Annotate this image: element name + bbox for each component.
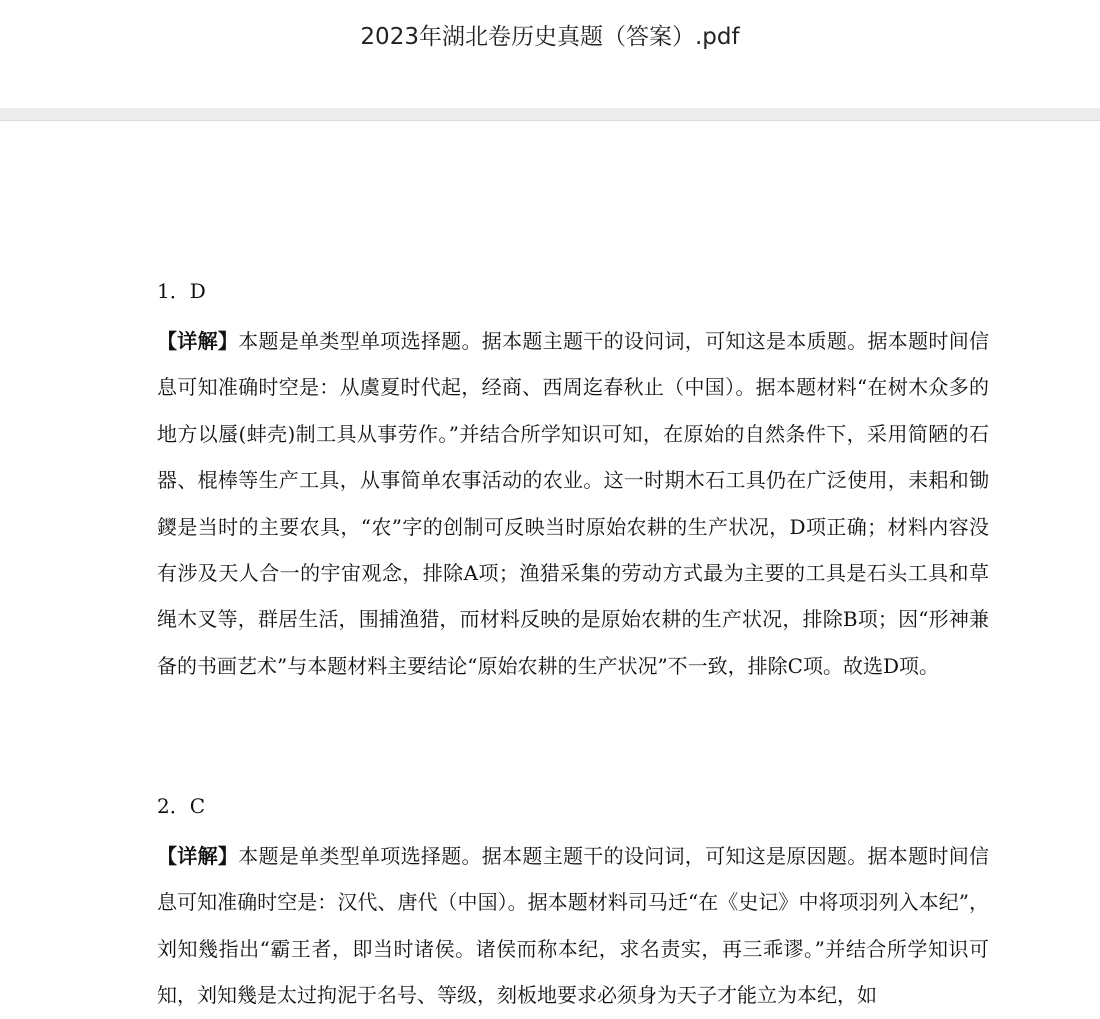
answer-number-1: 1．D <box>157 279 206 303</box>
answer-item-2 <box>157 787 989 1019</box>
pdf-page <box>0 121 1100 1008</box>
answer-item-1 <box>157 272 989 689</box>
document-title: 2023年湖北卷历史真题（答案）.pdf <box>360 24 740 50</box>
toolbar-separator <box>0 108 1100 121</box>
explanation-label-2: 【详解】 <box>157 844 239 868</box>
explanation-text-2: 本题是单类型单项选择题。据本题主题干的设问词，可知这是原因题。据本题时间信息可知准确时空是：汉代、唐代（中国）。据本题材料司马迁“在《史记》中将项羽列入本纪”，刘知幾指出“霸王者，即当时诸侯。诸侯而称本纪，求名责实，再三乖谬。”并结合所学知识可知，刘知幾是太过拘泥于名号、等级，刻板地要求必须身为天子才能立为本纪，如 <box>157 844 990 1008</box>
answer-explanation-2 <box>157 833 989 1019</box>
explanation-text-1: 本题是单类型单项选择题。据本题主题干的设问词，可知这是本质题。据本题时间信息可知准确时空是：从虞夏时代起，经商、西周迄春秋止（中国）。据本题材料“在树木众多的地方以蜃(蚌壳)制工具从事劳作。”并结合所学知识可知，在原始的自然条件下，采用简陋的石器、棍棒等生产工具，从事简单农事活动的农业。这一时期木石工具仍在广泛使用，耒耜和锄鑁是当时的主要农具，“农”字的创制可反映当时原始农耕的生产状况，D项正确；材料内容没有涉及天人合一的宇宙观念，排除A项；渔猎采集的劳动方式最为主要的工具是石头工具和草绳木叉等，群居生活，围捕渔猎，而材料反映的是原始农耕的生产状况，排除B项；因“形神兼备的书画艺术”与本题材料主要结论“原始农耕的生产状况”不一致，排除C项。故选D项。 <box>157 329 990 678</box>
title-bar <box>0 0 1100 108</box>
answer-number-2: 2．C <box>157 794 206 818</box>
answer-explanation-1 <box>157 318 989 689</box>
explanation-label-1: 【详解】 <box>157 329 239 353</box>
